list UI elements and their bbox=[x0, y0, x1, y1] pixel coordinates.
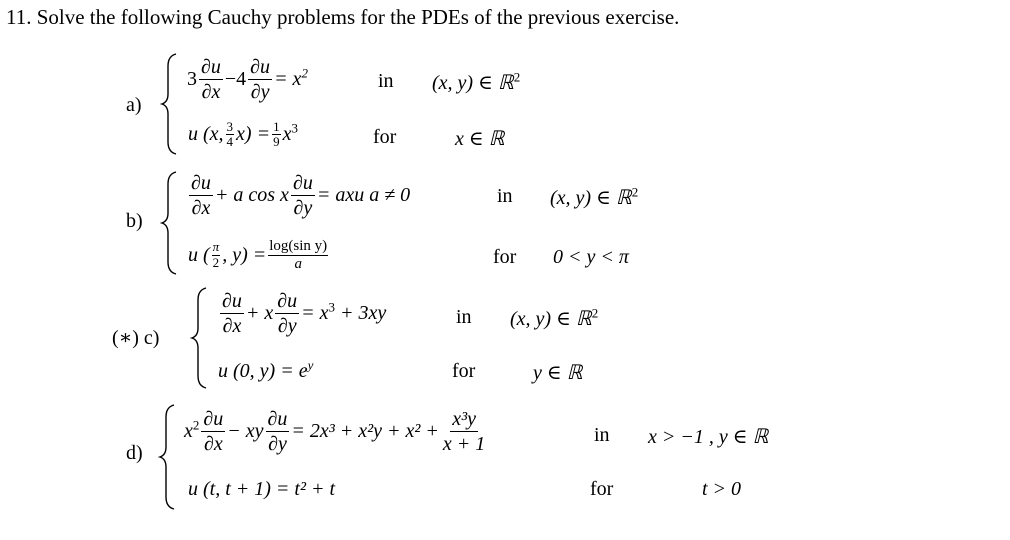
dudy-a: $\frac{\partial u}{\partial y}$ bbox=[250, 56, 271, 103]
for-c: for bbox=[452, 360, 476, 382]
for-d: for bbox=[590, 478, 614, 500]
ic-domain-b: 0 < y < π bbox=[553, 246, 629, 268]
dudx-a: $\frac{\partial u}{\partial x}$ bbox=[201, 56, 221, 103]
ic-a: u (x, $\frac{3}{4}$ x) = $\frac{1}{9}$ $x^3$ bbox=[188, 119, 298, 150]
brace-d bbox=[158, 403, 176, 511]
exercise-title: 11. Solve the following Cauchy problems for the PDEs of the previous exercise. bbox=[6, 5, 680, 29]
label-a: a) bbox=[126, 94, 142, 116]
pde-c bbox=[218, 290, 386, 337]
pde-d-rhs-frac: $\frac{\text{x³y}}{x + 1}$ bbox=[442, 408, 486, 455]
brace-a bbox=[160, 52, 178, 156]
pde-a-coef1: 3 bbox=[187, 68, 197, 90]
pde-b bbox=[187, 172, 410, 219]
pde-a-coef2: −4 bbox=[224, 68, 247, 90]
in-b: in bbox=[497, 185, 513, 207]
domain-b: (x, y) ∈ ℝ$^2$ bbox=[550, 184, 639, 209]
ic-b-rhs-frac: $\frac{\text{log(sin y)}}{a}$ bbox=[269, 238, 328, 272]
ic-domain-d: t > 0 bbox=[702, 478, 742, 500]
in-a: in bbox=[378, 70, 394, 92]
dudy-c: $\frac{\partial u}{\partial y}$ bbox=[277, 290, 298, 337]
dudy-b: $\frac{\partial u}{\partial y}$ bbox=[292, 172, 313, 219]
ic-b: u ( $\frac{\pi}{2}$ , y) = $\frac{\text{log(sin y)}}{a}$ bbox=[188, 238, 328, 272]
label-c: (∗) c) bbox=[112, 327, 160, 349]
in-d: in bbox=[594, 424, 610, 446]
dudx-c: $\frac{\partial u}{\partial x}$ bbox=[222, 290, 242, 337]
pde-c-rhs: = $x^3 + 3xy$ bbox=[301, 299, 387, 324]
label-b: b) bbox=[126, 210, 143, 232]
ic-domain-c: y ∈ ℝ bbox=[533, 362, 583, 384]
dudy-d: $\frac{\partial u}{\partial y}$ bbox=[267, 408, 288, 455]
ic-domain-a: x ∈ ℝ bbox=[455, 128, 505, 150]
dudx-b: $\frac{\partial u}{\partial x}$ bbox=[191, 172, 211, 219]
pde-c-mid: + x bbox=[245, 302, 274, 324]
brace-c bbox=[190, 286, 208, 390]
pde-d-rhs: = 2x³ + x²y + x² + bbox=[291, 420, 439, 442]
pde-d bbox=[184, 408, 489, 455]
ic-a-rhs-frac: $\frac{1}{9}$ bbox=[273, 119, 280, 150]
ic-b-frac: $\frac{\pi}{2}$ bbox=[212, 239, 220, 270]
for-a: for bbox=[373, 126, 397, 148]
pde-a-rhs: = $x^2$ bbox=[274, 65, 308, 90]
pde-d-coef1: $x^2$ bbox=[184, 417, 200, 442]
pde-a bbox=[187, 56, 308, 103]
pde-b-rhs: = axu a ≠ 0 bbox=[316, 184, 411, 206]
ic-c: u (0, $y) = e^y$ bbox=[218, 357, 314, 382]
for-b: for bbox=[493, 246, 517, 268]
dudx-d: $\frac{\partial u}{\partial x}$ bbox=[203, 408, 224, 455]
brace-b bbox=[160, 170, 178, 276]
pde-b-mid: + a cos x bbox=[214, 184, 289, 206]
label-d: d) bbox=[126, 442, 143, 464]
domain-c: (x, y) ∈ ℝ$^2$ bbox=[510, 305, 599, 330]
domain-d: x > −1 , y ∈ ℝ bbox=[648, 426, 769, 448]
ic-d: u (t, t + 1) = t² + t bbox=[188, 478, 336, 500]
pde-d-mid: − xy bbox=[227, 420, 264, 442]
domain-a: (x, y) ∈ ℝ$^2$ bbox=[432, 69, 521, 94]
in-c: in bbox=[456, 306, 472, 328]
ic-a-frac: $\frac{3}{4}$ bbox=[226, 119, 234, 150]
